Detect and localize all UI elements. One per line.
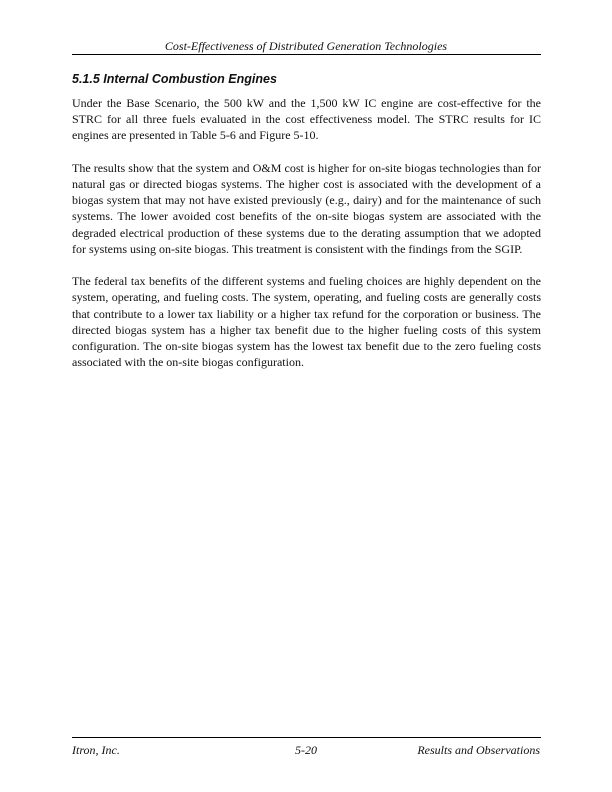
footer-section: Results and Observations: [417, 743, 540, 757]
page-number: 5-20: [295, 743, 317, 757]
header-rule: [72, 54, 541, 55]
paragraph: Under the Base Scenario, the 500 kW and the 1,500 kW IC engine are cost-effective for the STRC for all three fuels evaluated in the cost effectiveness model. The STRC results for IC engines are presented in Table 5-6 and Figure 5-10.: [72, 96, 541, 143]
footer-rule: [72, 737, 541, 738]
paragraph: The federal tax benefits of the different systems and fueling choices are highly dependent on the system, operating, and fueling costs. The system, operating, and fueling costs are generally costs that contribute to a lower tax liability or a higher tax refund for the corporation or business. The directed biogas system has a higher tax benefit due to the higher fueling costs of this system configuration. The on-site biogas system has the lowest tax benefit due to the zero fueling costs associated with the on-site biogas configuration.: [72, 274, 541, 370]
section-heading: 5.1.5 Internal Combustion Engines: [72, 72, 277, 86]
running-header: Cost-Effectiveness of Distributed Generation Technologies: [164, 39, 448, 53]
body-text: [72, 95, 541, 387]
footer-company: Itron, Inc.: [72, 743, 120, 757]
paragraph: The results show that the system and O&M cost is higher for on-site biogas technologies than for natural gas or directed biogas systems. The higher cost is associated with the development of a biogas system that may not have existed previously (e.g., dairy) and for the maintenance of such systems. The lower avoided cost benefits of the on-site biogas system are associated with the degraded electrical production of these systems due to the derating assumption that we adopted for systems using on-site biogas. This treatment is consistent with the findings from the SGIP.: [72, 160, 541, 256]
